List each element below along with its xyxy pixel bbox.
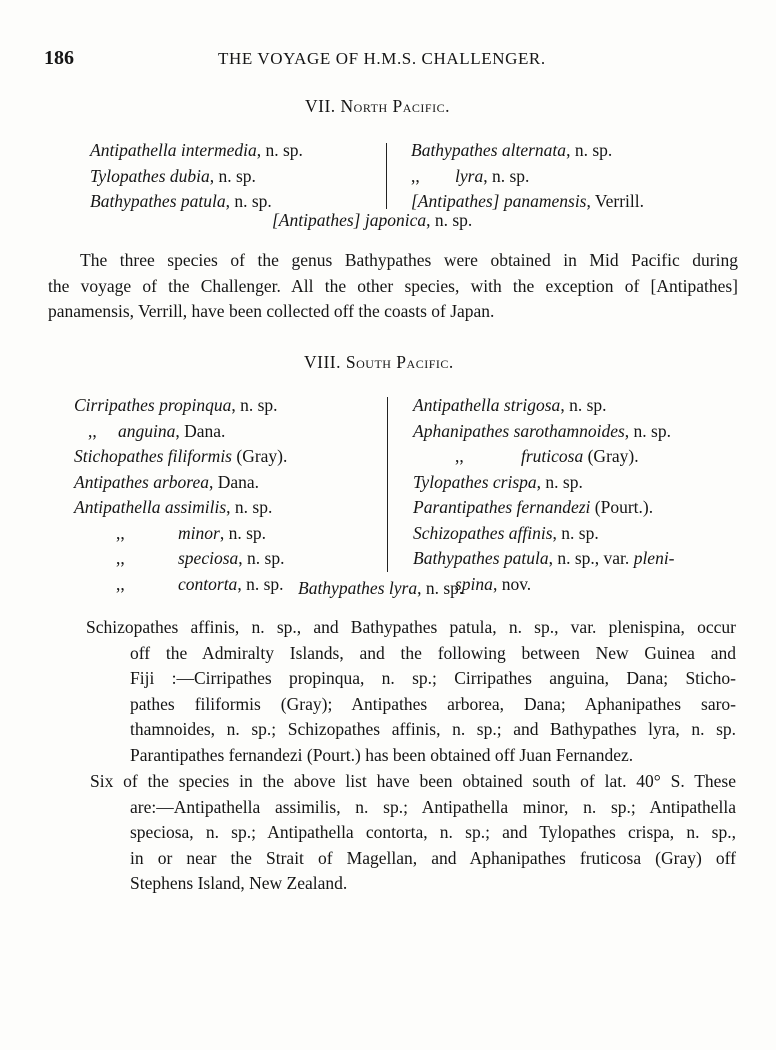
column-divider	[386, 143, 387, 209]
species-entry: Tylopathes crispa, n. sp.	[413, 471, 583, 492]
species-entry: [Antipathes] panamensis, Verrill.	[411, 191, 645, 211]
species-entry: Antipathella strigosa, n. sp.	[413, 395, 607, 415]
south-left-column	[74, 393, 287, 597]
species-entry: Bathypathes patula, n. sp., var. pleni-	[413, 548, 675, 568]
section-name: South Pacific.	[345, 352, 454, 372]
paragraph-line: Parantipathes fernandezi (Pourt.) has been obtained off Juan Fernandez.	[130, 744, 634, 765]
species-entry: Antipathella intermedia, n. sp.	[90, 140, 303, 160]
paragraph-line: are:—Antipathella assimilis, n. sp.; Antipathella minor, n. sp.; Antipathella	[130, 796, 736, 817]
section-title-south-pacific	[304, 352, 454, 373]
north-pacific-paragraph	[48, 248, 738, 325]
species-entry: Cirripathes propinqua, n. sp.	[74, 395, 278, 415]
paragraph-line: Six of the species in the above list have been obtained south of lat. 40° S. These	[90, 771, 736, 791]
paragraph-line: speciosa, n. sp.; Antipathella contorta, n. sp.; and Tylopathes crispa, n. sp.,	[130, 822, 736, 843]
north-right-column	[411, 138, 644, 215]
paragraph-line: panamensis, Verrill, have been collected off the coasts of Japan.	[48, 301, 495, 322]
paragraph-line: the voyage of the Challenger. All the other species, with the exception of [Antipathes]	[48, 275, 738, 296]
paragraph-line: Fiji :—Cirripathes propinqua, n. sp.; Cirripathes anguina, Dana; Sticho-	[130, 668, 736, 689]
paragraph-line: thamnoides, n. sp.; Schizopathes affinis, n. sp.; and Bathypathes lyra, n. sp.	[130, 719, 736, 740]
south-right-column	[413, 393, 675, 597]
species-entry: Antipathes arborea, Dana.	[74, 471, 260, 492]
paragraph-line: Stephens Island, New Zealand.	[130, 873, 348, 894]
species-entry: Tylopathes dubia, n. sp.	[90, 165, 256, 186]
north-center-entry: [Antipathes] japonica, n. sp.	[272, 210, 473, 230]
species-entry: ,, contorta, n. sp.	[116, 573, 284, 594]
paragraph-line: pathes filiformis (Gray); Antipathes arborea, Dana; Aphanipathes saro-	[130, 693, 736, 714]
page-number: 186	[44, 47, 74, 69]
species-entry: Stichopathes filiformis (Gray).	[74, 446, 288, 466]
south-pacific-paragraph-1	[86, 615, 736, 769]
column-divider	[387, 397, 388, 572]
species-entry: ,, lyra, n. sp.	[411, 165, 530, 186]
species-entry: ,, minor, n. sp.	[116, 522, 266, 543]
species-entry: Bathypathes patula, n. sp.	[90, 191, 272, 211]
species-entry: Schizopathes affinis, n. sp.	[413, 522, 599, 543]
running-title: THE VOYAGE OF H.M.S. CHALLENGER.	[218, 49, 546, 68]
species-entry: spina, nov.	[455, 573, 532, 594]
paragraph-line: Schizopathes affinis, n. sp., and Bathypathes patula, n. sp., var. plenispina, occur	[86, 617, 736, 637]
paragraph-line: in or near the Strait of Magellan, and Aphanipathes fruticosa (Gray) off	[130, 847, 736, 868]
species-entry: Bathypathes alternata, n. sp.	[411, 140, 613, 160]
species-entry: ,, speciosa, n. sp.	[116, 548, 285, 568]
section-numeral: VII.	[305, 96, 336, 116]
section-name: North Pacific.	[340, 96, 450, 116]
section-title-north-pacific	[305, 96, 450, 117]
south-center-entry: Bathypathes lyra, n. sp.	[298, 578, 464, 598]
south-pacific-paragraph-2	[90, 769, 736, 897]
species-entry: Antipathella assimilis, n. sp.	[74, 497, 273, 517]
north-left-column	[90, 138, 303, 215]
species-entry: Parantipathes fernandezi (Pourt.).	[413, 497, 654, 517]
paragraph-line: The three species of the genus Bathypathes were obtained in Mid Pacific during	[80, 250, 738, 270]
species-entry: ,, anguina, Dana.	[88, 420, 226, 441]
paragraph-line: off the Admiralty Islands, and the following between New Guinea and	[130, 642, 736, 663]
species-entry: Aphanipathes sarothamnoides, n. sp.	[413, 420, 671, 441]
section-numeral: VIII.	[304, 352, 341, 372]
species-entry: ,, fruticosa (Gray).	[455, 446, 639, 466]
